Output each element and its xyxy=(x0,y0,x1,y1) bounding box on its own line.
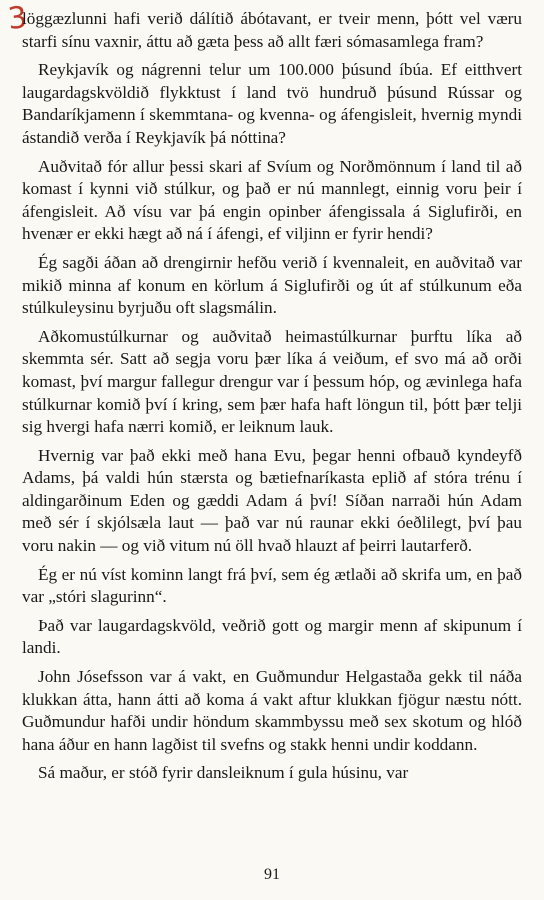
paragraph-10: Sá maður, er stóð fyrir dansleiknum í gula húsinu, var xyxy=(38,763,409,783)
paragraph-8: Það var laugardagskvöld, veðrið gott og margir menn af skipunum í landi. xyxy=(22,615,522,658)
margin-mark: 3 xyxy=(6,0,29,37)
paragraph-5: Aðkomustúlkurnar og auðvitað heimastúlkurnar þurftu líka að skemmta sér. Satt að segja voru þær líka á veiðum, ef svo má að orði komast, því margur fallegur drengur var í þessum hóp, og ævinlega hafa stúlkurnar komið því í kring, sem þær hafa haft löngun til, þótt þær telji sig hvergi hafa nærri komið, er leiknum lauk. xyxy=(22,326,522,437)
paragraph-1: löggæzlunni hafi verið dálítið ábótavant, er tveir menn, þótt vel væru starfi sínu vaxnir, áttu að gæta þess að allt færi sómasamlega fram? xyxy=(22,9,522,51)
page-number: 91 xyxy=(264,866,280,883)
paragraph-9: John Jósefsson var á vakt, en Guðmundur Helgastaða gekk til náða klukkan átta, hann átti að koma á vakt aftur klukkan fjögur næstu nótt. Guðmundur hafði undir höndum skammbyssu með sex skotum og hlóð hana áður en hann lagðist til svefns og stakk henni undir koddann. xyxy=(22,667,522,754)
paragraph-6: Hvernig var það ekki með hana Evu, þegar henni ofbauð kyndeyfð Adams, þá valdi hún stærsta og bætiefnaríkasta eplið af stóra trénu í aldingarðinum Eden og gæddi Adam á því! Síðan narraði hún Adam með sér í skjólsæla laut — það var nú raunar ekki óeðlilegt, því þau voru nakin — og við vitum nú öll hvað hlauzt af þeirri lautarferð. xyxy=(22,445,522,556)
paragraph-3: Auðvitað fór allur þessi skari af Svíum og Norðmönnum í land til að komast í kynni við stúlkur, og það er nú mannlegt, einnig voru þeir í áfengisleit. Að vísu var þá engin opinber áfengissala á Siglufirði, en hvenær er ekki hægt að ná í áfengi, ef viljinn er fyrir hendi? xyxy=(22,156,522,244)
paragraph-2: Reykjavík og nágrenni telur um 100.000 þúsund íbúa. Ef eitthvert laugardagskvöldið flykktust í land tvö hundruð þúsund Rússar og Bandaríkjamenn í skemmtana- og kvenna- og áfengisleit, hvernig myndi ástandið verða í Reykjavík þá nóttina? xyxy=(22,60,522,147)
paragraph-4: Ég sagði áðan að drengirnir hefðu verið í kvennaleit, en auðvitað var mikið minna af konum en körlum á Siglufirði og út af stúlkunum eða stúlkuleysinu byrjuðu oft slagsmálin. xyxy=(22,252,522,318)
paragraph-7: Ég er nú víst kominn langt frá því, sem ég ætlaði að skrifa um, en það var „stóri slagurinn“. xyxy=(22,564,522,607)
body-text xyxy=(22,8,522,791)
